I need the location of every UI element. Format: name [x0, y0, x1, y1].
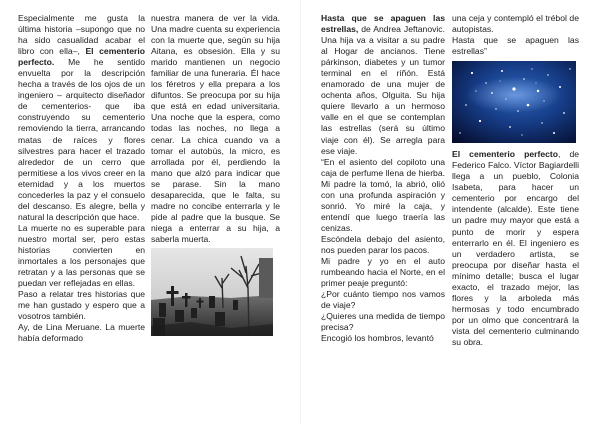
story-title-cementerio: El cementerio perfecto.	[18, 46, 146, 68]
paragraph-mortality: La muerte no es superable para nuestro mortal ser, pero estas historias convierten en inmortales a los personajes que retratan y a las personas que se puedan ver reflejadas en ellas.	[18, 222, 145, 289]
quote-cuanto-tiempo: ¿Por cuánto tiempo nos vamos de viaje?	[321, 289, 445, 311]
paragraph-ay-story: nuestra manera de ver la vida. Una madre cuenta su experiencia con la muerte que, según su hija Aitana, es obsesión. Ella y su marido mantienen un negocio familiar de una funeraria. Él hace los féretros y ella prepara a los difuntos. Se preocupa por su hija que está en edad universitaria. Una noche que la espera, como todas las noches, no llega a cenar. La chica cuando va a tomar el autobús, la micro, es arrollada por él, perdiendo la mano que alzó para indicar que se parase. Sin la mano desaparecida, que le falta, su madre no concibe enterrarla y le pide al padre que la busque. Se niega a enterrar a su hija, a saberla muerta.	[151, 13, 280, 244]
paragraph-ay-start: Ay, de Lina Meruane. La muerte había deformado	[18, 322, 145, 344]
paragraph-cementerio: El cementerio perfecto, de Federico Falco. Víctor Bagiardelli llega a un pueblo, Colonia Isabeta, para hacer un cementerio por encargo del intendente (alcalde). Este tiene un padre muy mayor que está a punto de morir y espera enterrarlo en él. El ingeniero es un verdadero artista, se preocupa por diseñar hasta el mínimo detalle; busca el lugar exacto, el trazado mejor, las flores y la arboleda más hermosas y todo encumbrado por un olmo que concentrará la vista del cementerio culminando su obra.	[452, 149, 580, 347]
story-title-estrellas: Hasta que se apaguen las estrellas,	[321, 13, 445, 35]
quote-escondela: Escóndela debajo del asiento, nos pueden parar los pacos.	[321, 233, 445, 255]
column-2	[151, 13, 280, 336]
paragraph-estrellas: Hasta que se apaguen las estrellas, de Andrea Jeftanovic. Una hija va a visitar a su padre al Hogar de ancianos. Tiene párkinson, diabetes y un tumor terminal en el riñón. Está enamorado de una mujer de ochenta años, Olguita. Su hija quiere llevarlo a un hermoso valle en el que se contemplan las estrellas (será su último viaje con él). Se arregla para ese viaje.	[321, 13, 445, 156]
column-4	[452, 13, 579, 348]
starry-sky-photo	[452, 61, 576, 143]
quote-ceja: una ceja y contempló el trébol de autopistas.	[452, 13, 579, 35]
column-1	[18, 13, 145, 344]
paragraph-three-stories: Paso a relatar tres historias que me han gustado y espero que a vosotros también.	[18, 289, 145, 322]
quote-medida: ¿Quieres una medida de tiempo precisa?	[321, 311, 445, 333]
page-fold	[300, 0, 301, 424]
quote-encogio: Encogió los hombros, levantó	[321, 333, 434, 344]
quote-copiloto: “En el asiento del copiloto una caja de perfume llena de hierba. Mi padre la tomó, la abrió, olió con una profunda aspiración y sonrió. Yo miré la caja, y entendí que luego traería las cenizas.	[321, 156, 445, 233]
story-title-cementerio-perfecto: El cementerio perfecto	[452, 149, 558, 160]
quote-auto: Mi padre y yo en el auto rumbeando hacia el Norte, en el primer peaje preguntó:	[321, 256, 445, 289]
paragraph-intro: Especialmente me gusta la última historia –supongo que no ha sido casualidad acabar el libro con ella–, El cementerio perfecto. Me he sentido envuelta por la descripción hecha a través de los ojos de un ingeniero – arquitecto diseñador de cementerios- que iba construyendo su cementerio removiendo la tierra, arrancando matas de raíces y flores silvestres para hacer el trazado alrededor de un cerro que permitiese a los vivos creer en la eternidad y a los muertos concederles la paz y el consuelo del descanso. Es alegre, bella y natural la descripción que hace.	[18, 13, 146, 222]
column-3	[321, 13, 445, 344]
quote-end: Hasta que se apaguen las estrellas”	[452, 35, 579, 57]
cemetery-photo	[151, 248, 273, 336]
